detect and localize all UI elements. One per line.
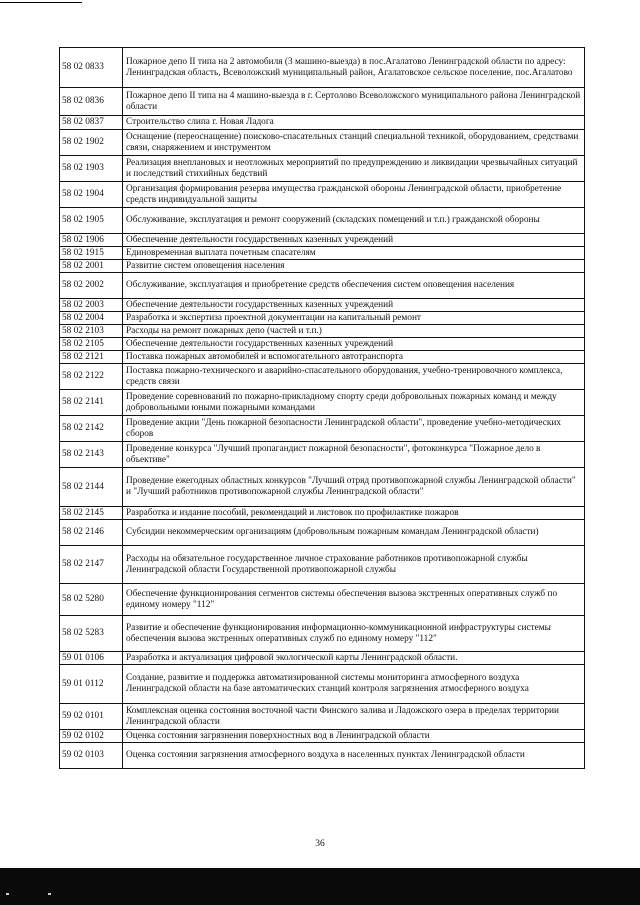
table-row [60,665,585,704]
row-description: Расходы на ремонт пожарных депо (частей и т.п.) [123,325,585,338]
row-code: 59 02 0103 [60,743,123,769]
table-row [60,156,585,182]
row-code: 58 02 2001 [60,260,123,273]
table-row [60,116,585,130]
row-description: Обслуживание, эксплуатация и ремонт сооружений (складских помещений и т.п.) гражданской обороны [123,208,585,234]
row-code: 58 02 1915 [60,247,123,260]
table-row [60,730,585,743]
row-description: Строительство слипа г. Новая Ладога [123,116,585,130]
row-description: Организация формирования резерва имущества гражданской обороны Ленинградской области, приобретение средств индивидуальной защиты [123,182,585,208]
row-description: Разработка и экспертиза проектной документации на капитальный ремонт [123,312,585,325]
row-code: 58 02 2147 [60,546,123,584]
row-code: 58 02 1905 [60,208,123,234]
row-code: 59 02 0101 [60,704,123,730]
table-row [60,234,585,247]
row-code: 58 02 1902 [60,130,123,156]
table-row [60,390,585,416]
row-description: Проведение ежегодных областных конкурсов "Лучший отряд противопожарной службы Ленинградской области" и "Лучший работников противопожарной службы Ленинградской области" [123,468,585,507]
row-description: Поставка пожарных автомобилей и вспомогательного автотранспорта [123,351,585,364]
table-row [60,546,585,584]
table-row [60,338,585,351]
row-description: Обеспечение функционирования сегментов системы обеспечения вызова экстренных оперативных служб по единому номеру "112" [123,584,585,616]
table-row [60,584,585,616]
row-description: Комплексная оценка состояния восточной части Финского залива и Ладожского озера в пределах территории Ленинградской области [123,704,585,730]
row-description: Развитие и обеспечение функционирования информационно-коммуникационной инфраструктуры системы обеспечения вызова экстренных оперативных служб по единому номеру "112" [123,616,585,652]
table-row [60,88,585,116]
row-code: 58 02 0833 [60,48,123,88]
row-description: Пожарное депо II типа на 4 машино-выезда в г. Сертолово Всеволожского муниципального района Ленинградской области [123,88,585,116]
table-row [60,351,585,364]
row-description: Реализация внеплановых и неотложных мероприятий по предупреждению и ликвидации чрезвычайных ситуаций и последствий стихийных бедствий [123,156,585,182]
table-row [60,182,585,208]
row-code: 58 02 0836 [60,88,123,116]
table-row [60,743,585,769]
row-code: 58 02 2141 [60,390,123,416]
row-code: 58 02 2145 [60,507,123,520]
row-code: 59 01 0106 [60,652,123,665]
row-code: 58 02 5283 [60,616,123,652]
row-description: Проведение акции "День пожарной безопасности Ленинградской области", проведение учебно-методических сборов [123,416,585,442]
scan-border [0,868,640,905]
row-description: Субсидии некоммерческим организациям (добровольным пожарным командам Ленинградской области) [123,520,585,546]
row-description: Разработка и актуализация цифровой экологической карты Ленинградской области. [123,652,585,665]
table-row [60,247,585,260]
row-description: Обслуживание, эксплуатация и приобретение средств обеспечения систем оповещения населения [123,273,585,299]
row-code: 58 02 2121 [60,351,123,364]
row-description: Единовременная выплата почетным спасателям [123,247,585,260]
table-row [60,260,585,273]
top-rule [0,2,82,3]
row-code: 58 02 5280 [60,584,123,616]
row-description: Разработка и издание пособий, рекомендаций и листовок по профилактике пожаров [123,507,585,520]
row-description: Развитие систем оповещения населения [123,260,585,273]
table-row [60,704,585,730]
row-description: Проведение соревнований по пожарно-прикладному спорту среди добровольных пожарных команд и между добровольными юными пожарными командами [123,390,585,416]
row-description: Обеспечение деятельности государственных казенных учреждений [123,338,585,351]
row-code: 58 02 1906 [60,234,123,247]
row-description: Оснащение (переоснащение) поисково-спасательных станций специальной техникой, оборудованием, средствами связи, снаряжением и инструментом [123,130,585,156]
table-row [60,520,585,546]
row-code: 58 02 2144 [60,468,123,507]
row-code: 59 01 0112 [60,665,123,704]
table-row [60,442,585,468]
row-code: 58 02 1904 [60,182,123,208]
table-row [60,652,585,665]
row-code: 58 02 2003 [60,299,123,312]
row-description: Расходы на обязательное государственное личное страхование работников противопожарной службы Ленинградской области Государственной противопожарной службы [123,546,585,584]
scan-artifact [6,893,9,895]
row-code: 58 02 2002 [60,273,123,299]
table-row [60,299,585,312]
row-description: Обеспечение деятельности государственных казенных учреждений [123,299,585,312]
table-row [60,312,585,325]
table-row [60,507,585,520]
row-description: Проведение конкурса "Лучший пропагандист пожарной безопасности", фотоконкурса "Пожарное дело в объективе" [123,442,585,468]
row-code: 58 02 2103 [60,325,123,338]
page-number: 36 [315,839,325,849]
row-description: Поставка пожарно-технического и аварийно-спасательного оборудования, учебно-тренировочного комплекса, средств связи [123,364,585,390]
row-description: Оценка состояния загрязнения поверхностных вод в Ленинградской области [123,730,585,743]
table-row [60,48,585,88]
row-description: Оценка состояния загрязнения атмосферного воздуха в населенных пунктах Ленинградской области [123,743,585,769]
row-description: Пожарное депо II типа на 2 автомобиля (3 машино-выезда) в пос.Агалатово Ленинградской области по адресу: Ленинградская область, Всеволожский муниципальный район, Агалатовское сельское поселение, пос.Агалатово [123,48,585,88]
table-row [60,325,585,338]
row-code: 58 02 1903 [60,156,123,182]
table-row [60,273,585,299]
row-code: 58 02 0837 [60,116,123,130]
row-code: 58 02 2105 [60,338,123,351]
table-row [60,416,585,442]
table-row [60,616,585,652]
budget-codes-table [59,47,585,769]
row-code: 59 02 0102 [60,730,123,743]
scan-artifact [48,893,51,895]
row-description: Обеспечение деятельности государственных казенных учреждений [123,234,585,247]
table-row [60,208,585,234]
row-code: 58 02 2142 [60,416,123,442]
table-row [60,130,585,156]
table-row [60,364,585,390]
row-code: 58 02 2146 [60,520,123,546]
row-code: 58 02 2143 [60,442,123,468]
table-row [60,468,585,507]
row-code: 58 02 2122 [60,364,123,390]
row-description: Создание, развитие и поддержка автоматизированной системы мониторинга атмосферного воздуха Ленинградской области на базе автоматических станций контроля загрязнения атмосферного воздуха [123,665,585,704]
row-code: 58 02 2004 [60,312,123,325]
